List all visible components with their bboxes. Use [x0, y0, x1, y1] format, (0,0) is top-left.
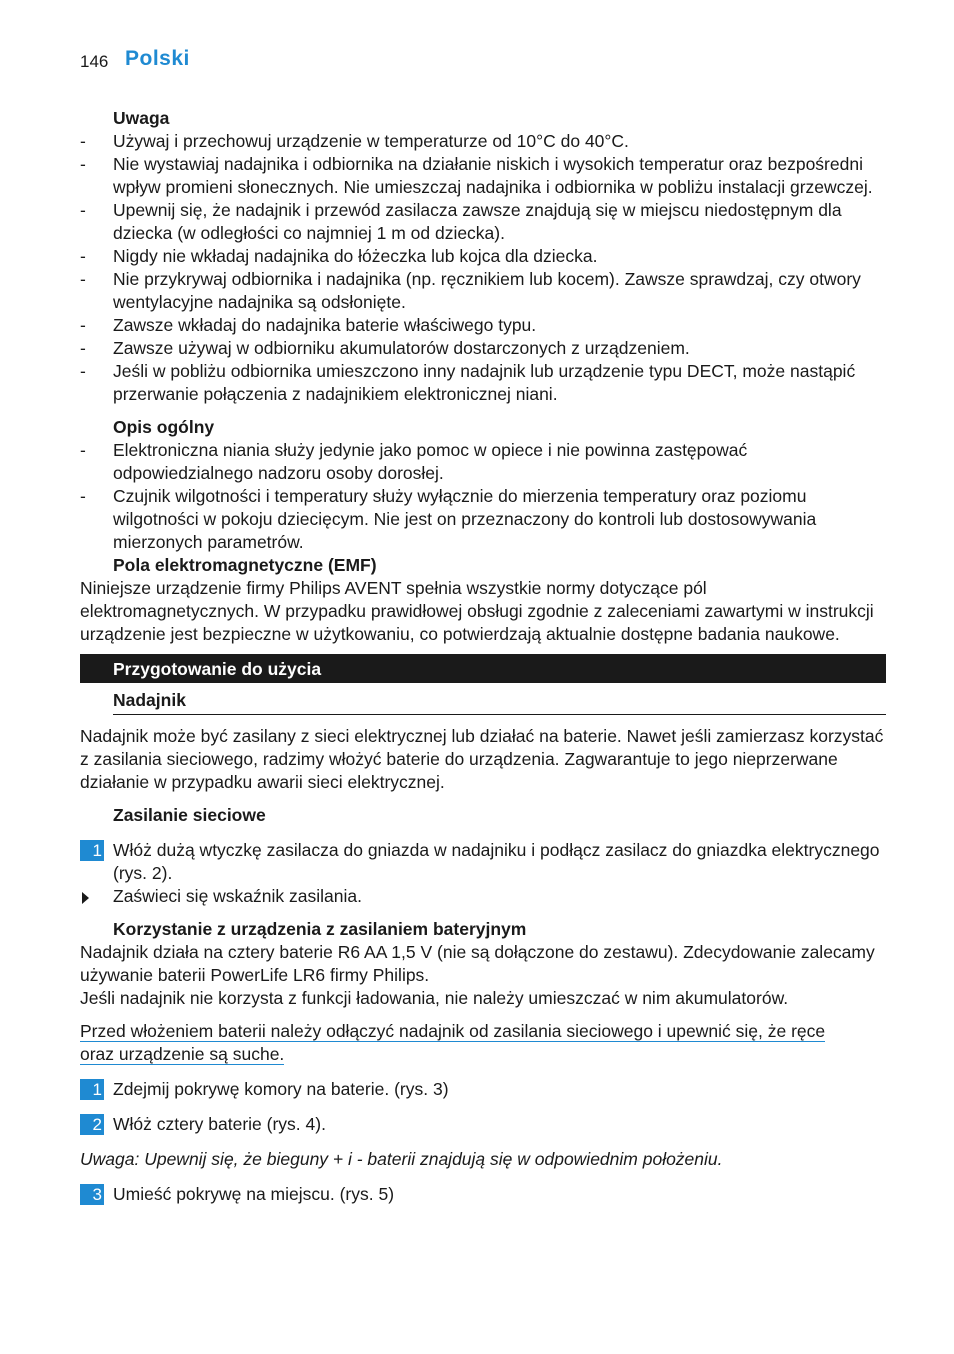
step-item: [80, 1183, 886, 1206]
step-number-badge: 1: [80, 1079, 104, 1100]
list-item: - Zawsze wkładaj do nadajnika baterie właściwego typu.: [80, 314, 886, 337]
uwaga-heading: Uwaga: [113, 108, 170, 128]
result-text: Zaświeci się wskaźnik zasilania.: [113, 886, 362, 906]
section-bar-title: Przygotowanie do użycia: [80, 654, 886, 683]
language-title: Polski: [125, 47, 190, 70]
warning-line: Przed włożeniem baterii należy odłączyć nadajnik od zasilania sieciowego i upewnić się, że ręce: [80, 1021, 826, 1041]
step-item: [80, 1078, 886, 1101]
emf-text: Niniejsze urządzenie firmy Philips AVENT spełnia wszystkie normy dotyczące pól elektromagnetycznych. W przypadku prawidłowej obsługi zgodnie z zaleceniami zawartymi w instrukcji urządzenie jest bezpieczne w użytkowaniu, co potwierdzają aktualnie dostępne badania naukowe.: [80, 578, 874, 644]
nadajnik-heading: Nadajnik: [113, 689, 886, 715]
step-text: Włóż dużą wtyczkę zasilacza do gniazda w nadajniku i podłącz zasilacz do gniazdka elektrycznego (rys. 2).: [113, 840, 880, 883]
baterie-text: Nadajnik działa na cztery baterie R6 AA 1,5 V (nie są dołączone do zestawu). Zdecydowanie zalecamy używanie baterii PowerLife LR6 firmy Philips.: [80, 942, 875, 985]
list-item: - Nie przykrywaj odbiornika i nadajnika (np. ręcznikiem lub kocem). Zawsze sprawdzaj, czy otwory wentylacyjne nadajnika są odsłonięte.: [80, 268, 886, 314]
opis-list: [80, 439, 886, 554]
list-item: - Czujnik wilgotności i temperatury służy wyłącznie do mierzenia temperatury oraz poziomu wilgotności w pokoju dziecięcym. Nie jest on przeznaczony do kontroli lub dostosowywania mierzonych parametrów.: [80, 485, 886, 554]
note-text: Uwaga: Upewnij się, że bieguny + i - baterii znajdują się w odpowiednim położeniu.: [80, 1149, 723, 1169]
result-item: [80, 885, 886, 908]
page-content: [80, 107, 886, 1206]
list-item: - Zawsze używaj w odbiorniku akumulatorów dostarczonych z urządzeniem.: [80, 337, 886, 360]
warning-line: oraz urządzenie są suche.: [80, 1044, 285, 1064]
page-number: 146: [80, 52, 109, 71]
nadajnik-text: Nadajnik może być zasilany z sieci elektrycznej lub działać na baterie. Nawet jeśli zamierzasz korzystać z zasilania sieciowego, radzimy włożyć baterie do urządzenia. Zagwarantuje to jego nieprzerwane działanie w przypadku awarii sieci elektrycznej.: [80, 726, 884, 792]
uwaga-list: [80, 130, 886, 406]
step-number-badge: 1: [80, 840, 104, 861]
step-number-badge: 2: [80, 1114, 104, 1135]
list-item: - Używaj i przechowuj urządzenie w temperaturze od 10°C do 40°C.: [80, 130, 886, 153]
zasilanie-heading: Zasilanie sieciowe: [113, 805, 266, 825]
opis-heading: Opis ogólny: [113, 417, 215, 437]
list-item: - Elektroniczna niania służy jedynie jako pomoc w opiece i nie powinna zastępować odpowiedzialnego nadzoru osoby dorosłej.: [80, 439, 886, 485]
step-text: Włóż cztery baterie (rys. 4).: [113, 1114, 326, 1134]
list-item: - Nie wystawiaj nadajnika i odbiornika na działanie niskich i wysokich temperatur oraz bezpośredni wpływ promieni słonecznych. Nie umieszczaj nadajnika i odbiornika w pobliżu instalacji grzewczej.: [80, 153, 886, 199]
emf-heading: Pola elektromagnetyczne (EMF): [113, 555, 377, 575]
result-arrow-icon: [82, 892, 89, 904]
step-item: [80, 1113, 886, 1136]
baterie-text-2: Jeśli nadajnik nie korzysta z funkcji ładowania, nie należy umieszczać w nim akumulatorów.: [80, 988, 789, 1008]
step-item: [80, 839, 886, 885]
warning-text: [80, 1020, 886, 1066]
baterie-heading: Korzystanie z urządzenia z zasilaniem bateryjnym: [113, 919, 527, 939]
list-item: - Jeśli w pobliżu odbiornika umieszczono inny nadajnik lub urządzenie typu DECT, może nastąpić przerwanie połączenia z nadajnikiem elektronicznej niani.: [80, 360, 886, 406]
list-item: - Nigdy nie wkładaj nadajnika do łóżeczka lub kojca dla dziecka.: [80, 245, 886, 268]
list-item: - Upewnij się, że nadajnik i przewód zasilacza zawsze znajdują się w miejscu niedostępnym dla dziecka (w odległości co najmniej 1 m od dziecka).: [80, 199, 886, 245]
step-text: Umieść pokrywę na miejscu. (rys. 5): [113, 1184, 395, 1204]
step-number-badge: 3: [80, 1184, 104, 1205]
step-text: Zdejmij pokrywę komory na baterie. (rys. 3): [113, 1079, 449, 1099]
